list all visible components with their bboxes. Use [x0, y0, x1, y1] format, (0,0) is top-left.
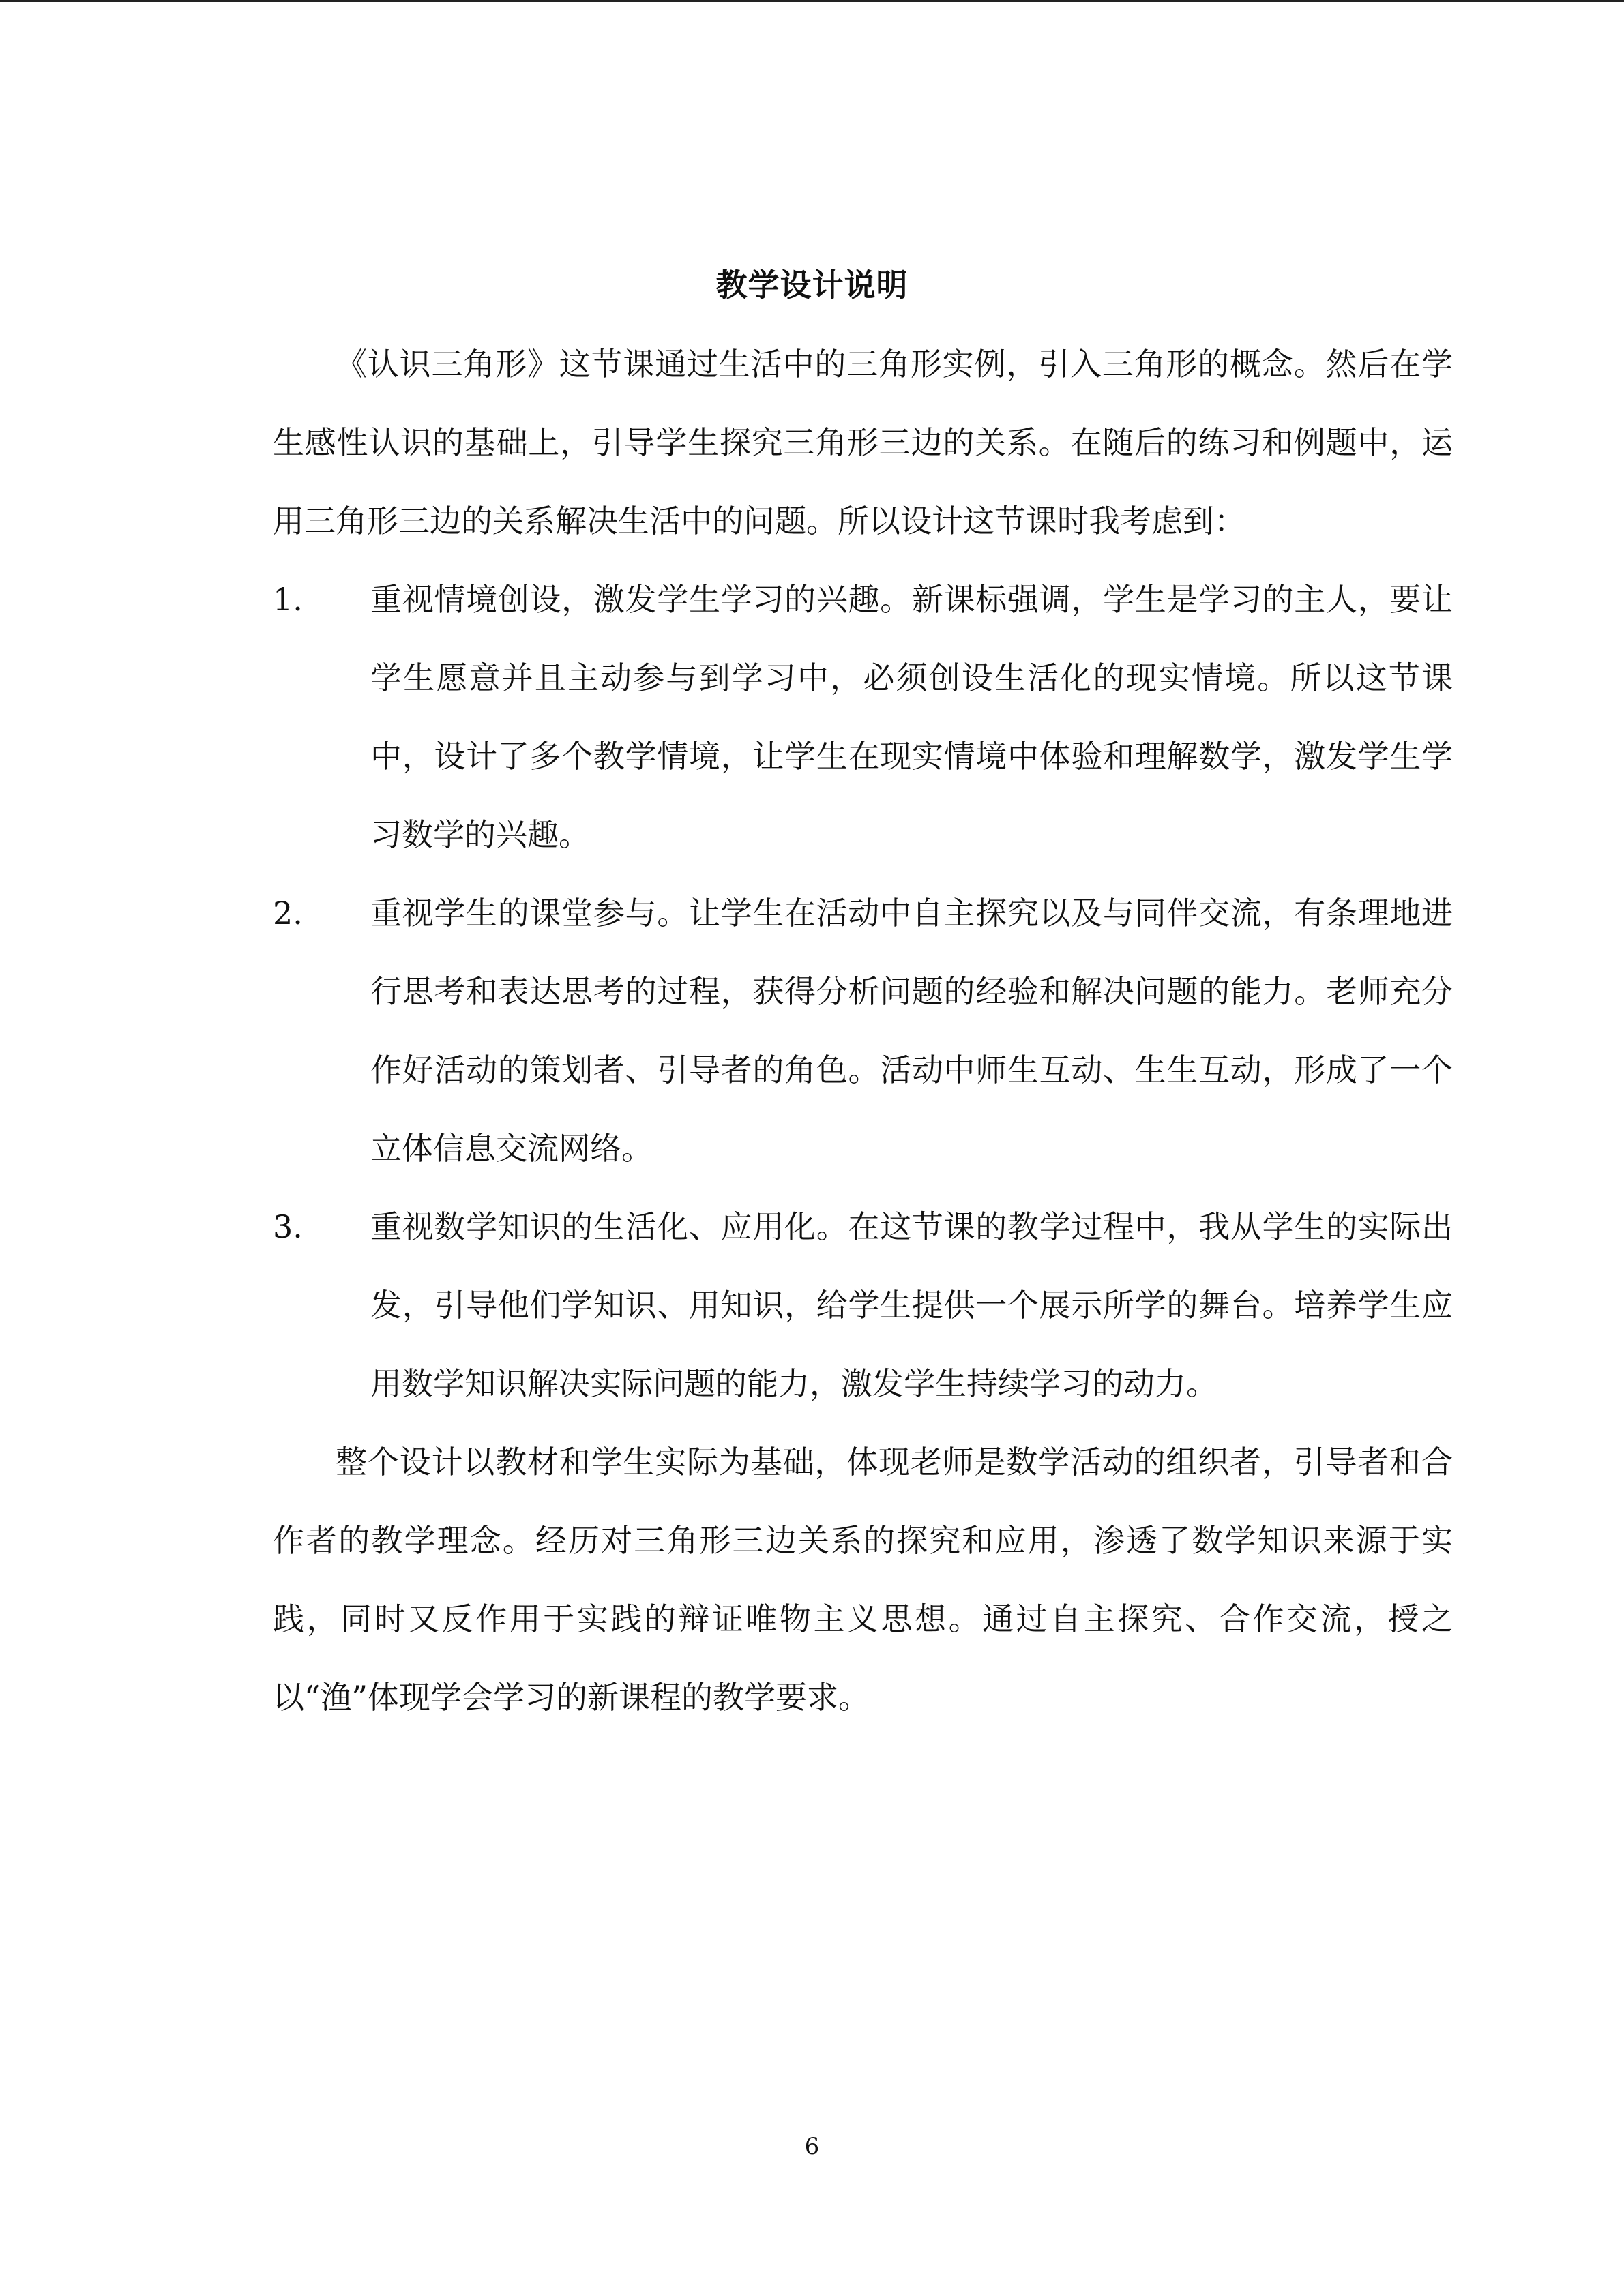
list-item-3: [273, 1188, 1453, 1423]
list-item-number: 2.: [273, 895, 303, 931]
page-number: 6: [804, 2133, 820, 2160]
document-title: 教学设计说明: [715, 267, 909, 303]
conclusion-paragraph: 整个设计以教材和学生实际为基础，体现老师是数学活动的组织者，引导者和合作者的教学理念。经历对三角形三边关系的探究和应用，渗透了数学知识来源于实践，同时又反作用于实践的辩证唯物主义思想。通过自主探究、合作交流，授之以“渔”体现学会学习的新课程的教学要求。: [273, 1444, 1453, 1716]
list-item-text: 重视学生的课堂参与。让学生在活动中自主探究以及与同伴交流，有条理地进行思考和表达思考的过程，获得分析问题的经验和解决问题的能力。老师充分作好活动的策划者、引导者的角色。活动中师生互动、生生互动，形成了一个立体信息交流网络。: [370, 895, 1453, 1167]
list-item-1: [273, 561, 1453, 874]
list-item-text: 重视情境创设，激发学生学习的兴趣。新课标强调，学生是学习的主人，要让学生愿意并且主动参与到学习中，必须创设生活化的现实情境。所以这节课中，设计了多个教学情境，让学生在现实情境中体验和理解数学，激发学生学习数学的兴趣。: [370, 581, 1453, 853]
top-border-line: [0, 0, 1624, 2]
list-item-number: 1.: [273, 581, 303, 618]
list-item-text: 重视数学知识的生活化、应用化。在这节课的教学过程中，我从学生的实际出发，引导他们学知识、用知识，给学生提供一个展示所学的舞台。培养学生应用数学知识解决实际问题的能力，激发学生持续学习的动力。: [370, 1208, 1453, 1402]
list-item-2: [273, 874, 1453, 1188]
intro-paragraph: 《认识三角形》这节课通过生活中的三角形实例，引入三角形的概念。然后在学生感性认识的基础上，引导学生探究三角形三边的关系。在随后的练习和例题中，运用三角形三边的关系解决生活中的问题。所以设计这节课时我考虑到：: [273, 346, 1453, 539]
list-item-number: 3.: [273, 1208, 303, 1245]
